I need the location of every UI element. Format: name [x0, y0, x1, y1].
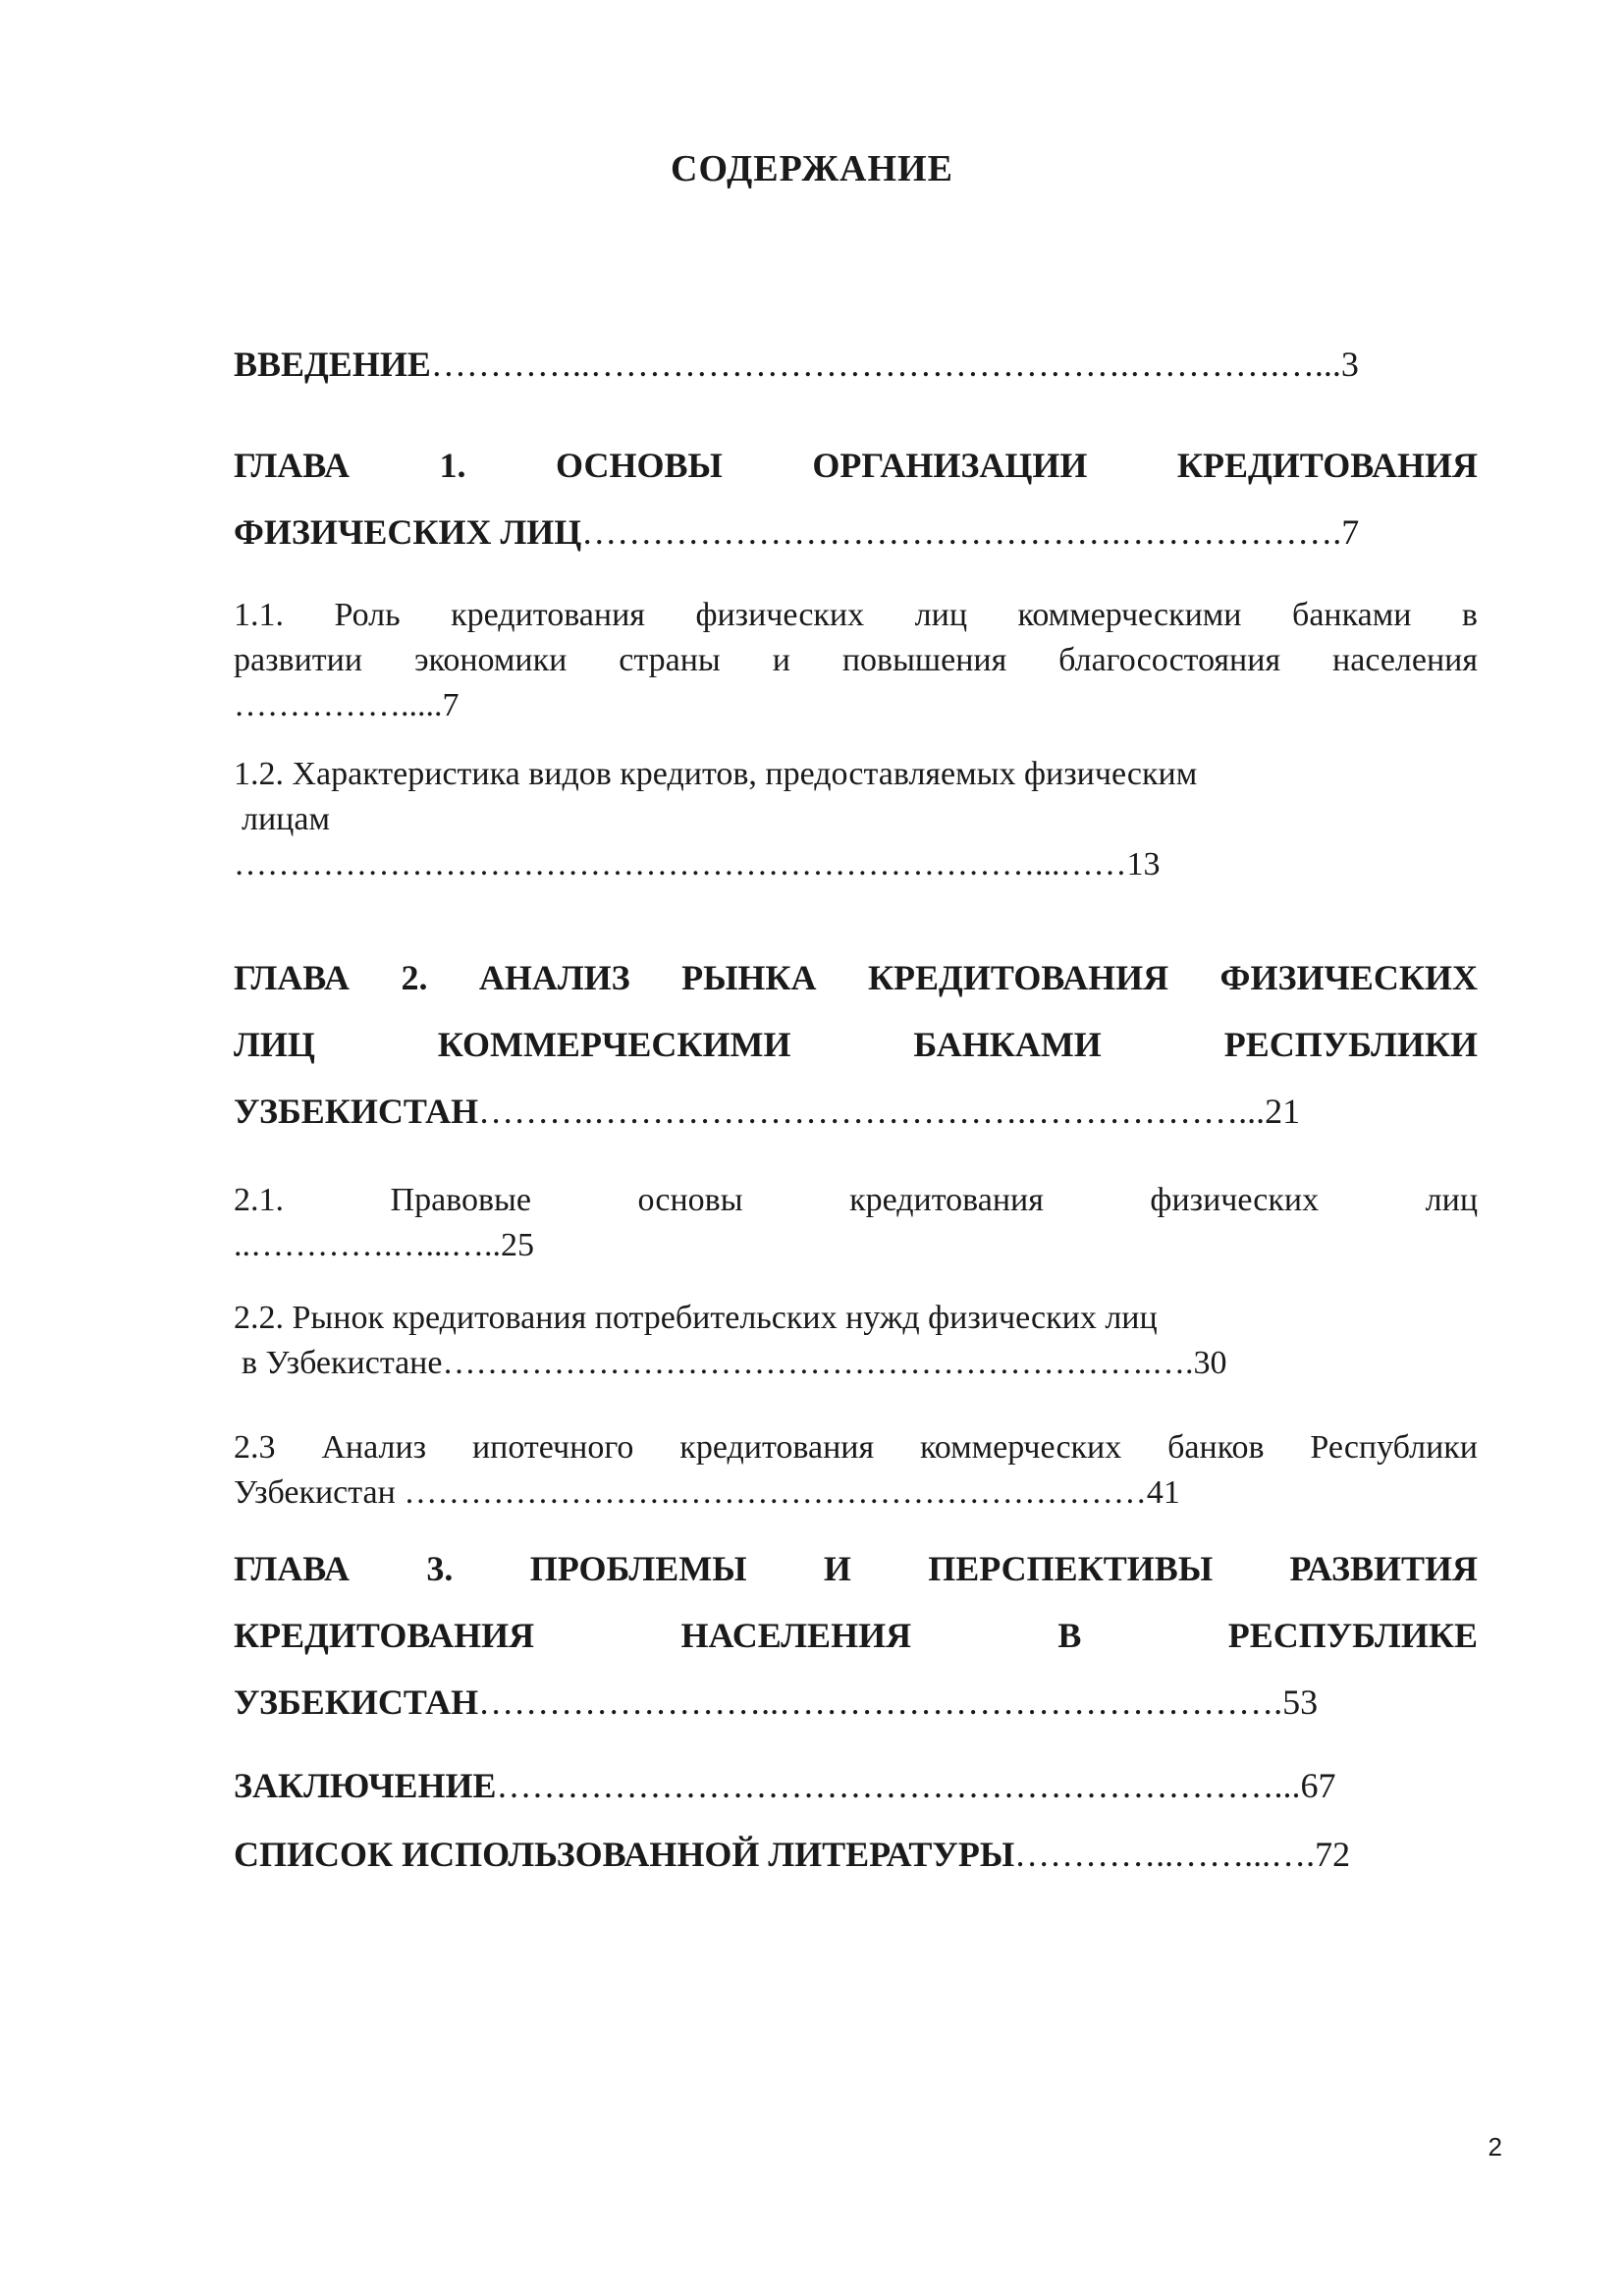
toc-section-1-2-line-1: 1.2. Характеристика видов кредитов, предоставляемых физическим [234, 756, 1198, 792]
toc-chapter-3-line-2: КРЕДИТОВАНИЯ НАСЕЛЕНИЯ В РЕСПУБЛИКЕ [234, 1616, 1478, 1655]
toc-references-title: СПИСОК ИСПОЛЬЗОВАННОЙ ЛИТЕРАТУРЫ [234, 1835, 1015, 1874]
toc-chapter-2-line-3 [234, 1078, 1478, 1145]
toc-section-1-2-line-2: лицам [242, 801, 330, 837]
toc-section-2-2-line-1: 2.2. Рынок кредитования потребительских нужд физических лиц [234, 1300, 1158, 1336]
toc-chapter-1-line-2 [234, 499, 1478, 565]
toc-chapter-1-line-1: ГЛАВА 1. ОСНОВЫ ОРГАНИЗАЦИИ КРЕДИТОВАНИЯ [234, 446, 1478, 485]
toc-entry-chapter-1[interactable] [234, 432, 1478, 565]
toc-chapter-2-title-end: УЗБЕКИСТАН [234, 1092, 479, 1131]
toc-section-1-1-leader: …………….....7 [234, 687, 460, 723]
toc-chapter-2-line-1: ГЛАВА 2. АНАЛИЗ РЫНКА КРЕДИТОВАНИЯ ФИЗИЧЕСКИХ [234, 958, 1478, 997]
toc-entry-intro[interactable] [234, 340, 1478, 389]
toc-conclusion-leader: …………………………………………………………...67 [496, 1766, 1336, 1805]
toc-entry-section-1-1[interactable] [234, 593, 1478, 728]
toc-section-1-1-line-1: 1.1. Роль кредитования физических лиц коммерческими банками в [234, 597, 1478, 633]
toc-entry-section-2-2[interactable] [234, 1296, 1478, 1386]
toc-chapter-2-line-2: ЛИЦ КОММЕРЧЕСКИМИ БАНКАМИ РЕСПУБЛИКИ [234, 1025, 1478, 1064]
toc-chapter-3-line-3 [234, 1669, 1478, 1735]
toc-chapter-2-leader: ……….……………………………….………………...21 [478, 1092, 1301, 1131]
toc-chapter-1-leader: ……………………………………….……………….7 [581, 512, 1360, 552]
toc-entry-section-2-3[interactable] [234, 1425, 1478, 1516]
toc-entry-chapter-2[interactable] [234, 944, 1478, 1145]
toc-section-1-2-leader: ………………………………………………………………...……13 [234, 846, 1161, 882]
toc-section-2-1-line-1: 2.1. Правовые основы кредитования физических лиц [234, 1182, 1478, 1218]
toc-entry-chapter-3[interactable] [234, 1535, 1478, 1735]
toc-section-2-3-line-1: 2.3 Анализ ипотечного кредитования коммерческих банков Республики [234, 1429, 1478, 1466]
toc-conclusion-title: ЗАКЛЮЧЕНИЕ [234, 1766, 497, 1805]
toc-intro-leader: …………..……………………………………….………….…...3 [430, 345, 1359, 384]
toc-entry-section-1-2[interactable] [234, 752, 1478, 887]
toc-chapter-1-title-end: ФИЗИЧЕСКИХ ЛИЦ [234, 512, 582, 552]
toc-chapter-3-title-end: УЗБЕКИСТАН [234, 1682, 479, 1722]
toc-chapter-3-leader: ……………………..…………………………………….53 [478, 1682, 1319, 1722]
toc-section-2-2-line-2: в Узбекистане……………………………………………………….….30 [242, 1345, 1227, 1381]
toc-entry-references[interactable] [234, 1830, 1478, 1879]
page-title: СОДЕРЖАНИЕ [671, 148, 953, 189]
toc-section-1-1-line-2: развитии экономики страны и повышения благосостояния населения [234, 642, 1478, 678]
page-number: 2 [1488, 2132, 1502, 2162]
toc-entry-conclusion[interactable] [234, 1761, 1478, 1810]
toc-entry-section-2-1[interactable] [234, 1178, 1478, 1268]
toc-intro-title: ВВЕДЕНИЕ [234, 345, 431, 384]
toc-references-leader: …………..……...….72 [1014, 1835, 1351, 1874]
toc-section-2-3-line-2: Узбекистан …………………….……………………………………41 [234, 1474, 1180, 1511]
toc-section-2-1-leader: ..………….…...…..25 [234, 1227, 534, 1263]
toc-chapter-3-line-1: ГЛАВА 3. ПРОБЛЕМЫ И ПЕРСПЕКТИВЫ РАЗВИТИЯ [234, 1549, 1478, 1588]
